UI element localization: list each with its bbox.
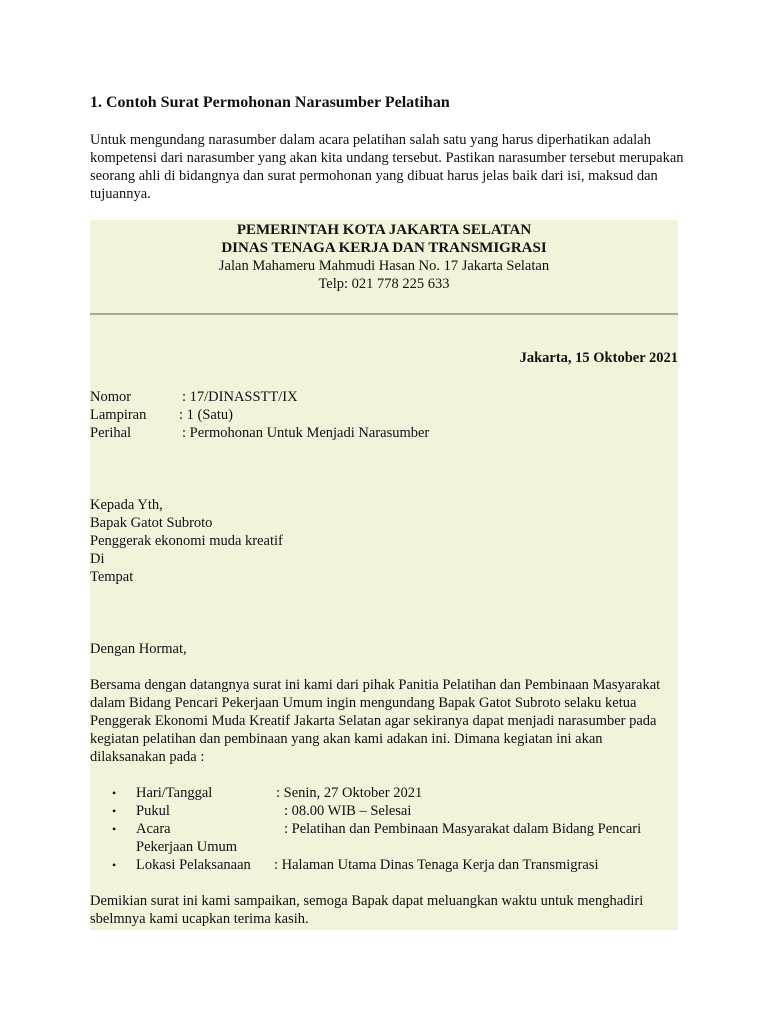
letter-box — [90, 220, 678, 930]
bullet-icon: • — [112, 858, 117, 872]
meta-value: : Permohonan Untuk Menjadi Narasumber — [182, 425, 430, 441]
page-heading: 1. Contoh Surat Permohonan Narasumber Pelatihan — [90, 94, 450, 111]
list-item — [90, 856, 678, 874]
recipient-line: Kepada Yth, — [90, 497, 163, 513]
detail-value: : Halaman Utama Dinas Tenaga Kerja dan Transmigrasi — [274, 857, 599, 873]
meta-row-lampiran — [90, 406, 678, 424]
detail-label: Acara — [136, 821, 171, 837]
letterhead-government: PEMERINTAH KOTA JAKARTA SELATAN — [236, 222, 532, 238]
letter-date: Jakarta, 15 Oktober 2021 — [519, 350, 678, 366]
letter-closing: Demikian surat ini kami sampaikan, semoga Bapak dapat meluangkan waktu untuk menghadiri sbelmnya kami ucapkan terima kasih. — [90, 893, 644, 927]
letter-body: Bersama dengan datangnya surat ini kami dari pihak Panitia Pelatihan dan Pembinaan Masyarakat dalam Bidang Pencari Pekerjaan Umum ingin mengundang Bapak Gatot Subroto selaku ketua Penggerak Ekonomi Muda Kreatif Jakarta Selatan agar sekiranya dapat menjadi narasumber pada kegiatan pelatihan dan pembinaan yang akan kami adakan ini. Dimana kegiatan ini akan dilaksanakan pada : — [90, 677, 661, 765]
recipient-name: Bapak Gatot Subroto — [90, 515, 213, 531]
detail-value: : Senin, 27 Oktober 2021 — [276, 785, 423, 801]
recipient-block — [90, 496, 678, 586]
letterhead-address: Jalan Mahameru Mahmudi Hasan No. 17 Jakarta Selatan — [218, 258, 550, 274]
meta-row-perihal — [90, 424, 678, 442]
detail-value: : Pelatihan dan Pembinaan Masyarakat dalam Bidang Pencari — [284, 821, 642, 837]
recipient-line: Di — [90, 551, 105, 567]
letterhead-agency: DINAS TENAGA KERJA DAN TRANSMIGRASI — [221, 240, 547, 256]
meta-value: : 17/DINASSTT/IX — [182, 389, 298, 405]
detail-label: Lokasi Pelaksanaan — [136, 857, 251, 873]
recipient-line: Tempat — [90, 569, 134, 585]
bullet-icon: • — [112, 822, 117, 836]
detail-value-continuation: Pekerjaan Umum — [136, 839, 238, 855]
meta-label: Lampiran — [90, 407, 147, 423]
list-item — [90, 802, 678, 820]
detail-label: Pukul — [136, 803, 170, 819]
intro-paragraph: Untuk mengundang narasumber dalam acara pelatihan salah satu yang harus diperhatikan adalah kompetensi dari narasumber yang akan kita undang tersebut. Pastikan narasumber tersebut merupakan seorang ahli di bidangnya dan surat permohonan yang dibuat harus jelas baik dari isi, maksud dan tujuannya. — [90, 132, 684, 202]
meta-value: : 1 (Satu) — [179, 407, 233, 423]
bullet-icon: • — [112, 804, 117, 818]
detail-value: : 08.00 WIB – Selesai — [284, 803, 412, 819]
detail-label: Hari/Tanggal — [136, 785, 213, 801]
letterhead-divider — [90, 313, 678, 315]
letterhead-phone: Telp: 021 778 225 633 — [318, 276, 450, 292]
greeting: Dengan Hormat, — [90, 641, 187, 657]
letter-meta — [90, 388, 678, 442]
recipient-title: Penggerak ekonomi muda kreatif — [90, 533, 283, 549]
meta-label: Perihal — [90, 425, 132, 441]
meta-row-nomor — [90, 388, 678, 406]
list-item — [90, 784, 678, 802]
letterhead — [90, 220, 678, 293]
meta-label: Nomor — [90, 389, 132, 405]
event-details-list — [90, 784, 678, 874]
bullet-icon: • — [112, 786, 117, 800]
list-item — [90, 820, 678, 856]
